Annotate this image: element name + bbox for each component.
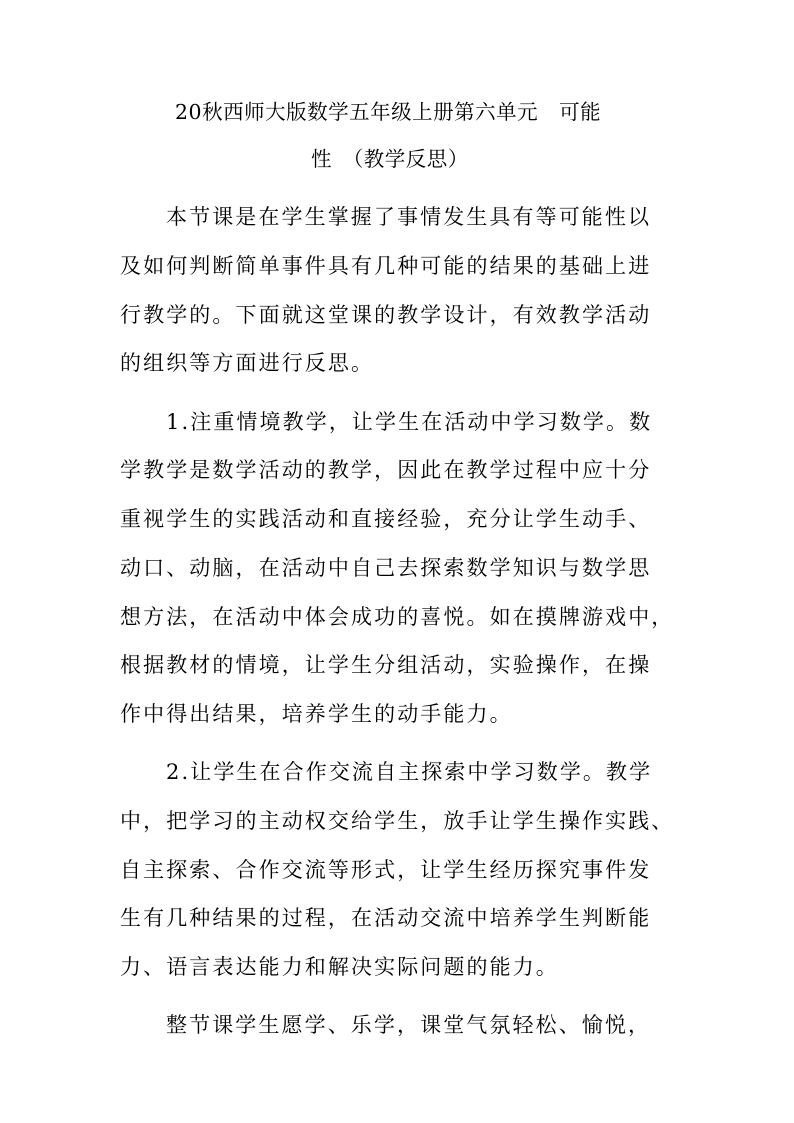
- paragraph-3-line-5: 力、语言表达能力和解决实际问题的能力。: [120, 955, 559, 979]
- paragraph-1-line-3: 行教学的。下面就这堂课的教学设计，有效教学活动: [120, 303, 652, 327]
- paragraph-2-line-5: 想方法，在活动中体会成功的喜悦。如在摸牌游戏中，: [120, 605, 675, 629]
- paragraph-2-line-6: 根据教材的情境，让学生分组活动，实验操作，在操: [120, 653, 652, 677]
- paragraph-2-line-3: 重视学生的实践活动和直接经验，充分让学生动手、: [120, 507, 652, 531]
- paragraph-3-line-2: 中，把学习的主动权交给学生，放手让学生操作实践、: [120, 809, 675, 833]
- paragraph-2-line-2: 学教学是数学活动的教学，因此在教学过程中应十分: [120, 458, 652, 482]
- paragraph-3-line-3: 自主探索、合作交流等形式，让学生经历探究事件发: [120, 858, 652, 882]
- paragraph-4-line-1: 整节课学生愿学、乐学，课堂气氛轻松、愉悦，: [166, 1013, 652, 1037]
- paragraph-2-line-7: 作中得出结果，培养学生的动手能力。: [120, 702, 513, 726]
- paragraph-1-line-1: 本节课是在学生掌握了事情发生具有等可能性以: [166, 205, 652, 229]
- paragraph-2-line-4: 动口、动脑，在活动中自己去探索数学知识与数学思: [120, 556, 652, 580]
- paragraph-1-line-2: 及如何判断简单事件具有几种可能的结果的基础上进: [120, 254, 652, 278]
- paragraph-3-line-1: 2.让学生在合作交流自主探索中学习数学。教学: [166, 760, 653, 784]
- paragraph-1-line-4: 的组织等方面进行反思。: [120, 351, 375, 375]
- paragraph-3-line-4: 生有几种结果的过程，在活动交流中培养学生判断能: [120, 906, 652, 930]
- paragraph-2-line-1: 1.注重情境教学，让学生在活动中学习数学。数: [166, 410, 653, 434]
- document-title-line-1: 20秋西师大版数学五年级上册第六单元 可能: [175, 100, 602, 124]
- document-title-line-2: 性 （教学反思）: [311, 147, 469, 171]
